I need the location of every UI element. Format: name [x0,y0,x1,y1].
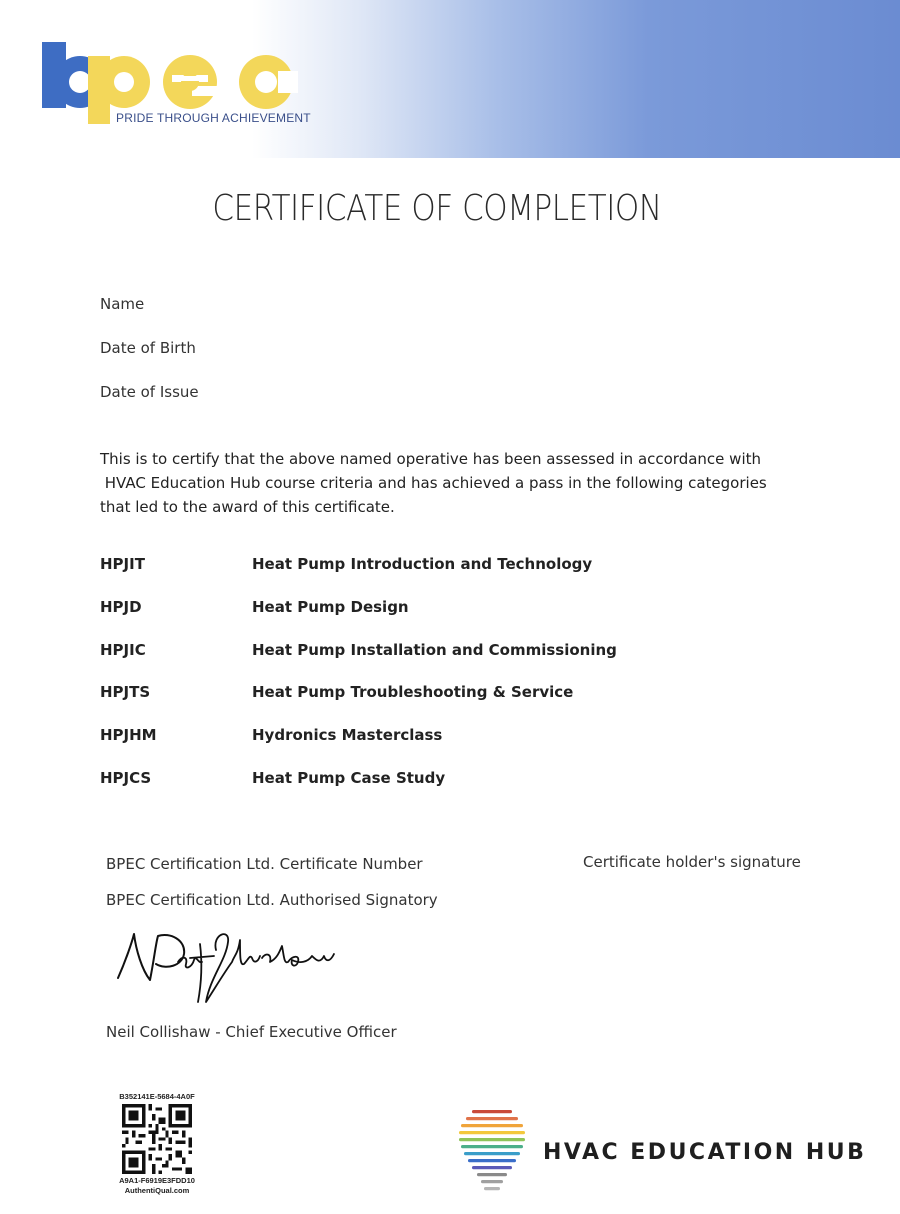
course-name: Hydronics Masterclass [252,726,443,744]
logo-tagline: PRIDE THROUGH ACHIEVEMENT [116,111,311,125]
authorised-signatory-label: BPEC Certification Ltd. Authorised Signatory [106,891,438,909]
hub-logo-stripe [461,1145,523,1148]
course-row [100,598,660,620]
course-code: HPJCS [100,769,152,787]
hub-logo-stripe [459,1131,525,1134]
certificate-number-label: BPEC Certification Ltd. Certificate Number [106,855,423,873]
dob-label: Date of Birth [100,339,196,357]
hvac-hub-name: HVAC EDUCATION HUB [543,1140,867,1165]
ceo-signature [112,920,342,1015]
course-name: Heat Pump Case Study [252,769,446,787]
course-name: Heat Pump Introduction and Technology [252,555,593,573]
course-name: Heat Pump Design [252,598,409,616]
issue-date-label: Date of Issue [100,383,199,401]
hvac-hub-logo-icon [452,1108,532,1198]
hub-logo-stripe [484,1187,500,1190]
course-code: HPJD [100,598,142,616]
certify-line-2: HVAC Education Hub course criteria and has achieved a pass in the following categories [100,474,767,492]
certify-paragraph [100,447,790,519]
hub-logo-stripe [472,1166,512,1169]
hub-logo-stripe [472,1110,512,1113]
course-row [100,641,660,663]
qr-authentication-block [112,1092,202,1196]
qr-bottom-id: A9A1-F6919E3FDD10 [119,1176,195,1185]
hub-logo-stripe [481,1180,503,1183]
hub-logo-stripe [464,1152,520,1155]
course-row [100,555,660,577]
hub-logo-stripe [477,1173,507,1176]
course-row [100,683,660,705]
qr-brand: AuthentiQual.com [124,1186,190,1195]
name-label: Name [100,295,145,313]
signatory-name: Neil Collishaw - Chief Executive Officer [106,1023,397,1041]
bpec-logo-c [239,55,298,109]
course-row [100,769,660,791]
hub-logo-stripe [459,1138,525,1141]
holder-signature-label: Certificate holder's signature [583,853,801,871]
course-name: Heat Pump Troubleshooting & Service [252,683,574,701]
qr-top-id: B352141E-5684-4A0F [119,1092,195,1101]
bpec-logo-e [163,55,222,109]
course-code: HPJIC [100,641,146,659]
certify-line-1: This is to certify that the above named operative has been assessed in accordance with [100,450,761,468]
hub-logo-stripe [468,1159,516,1162]
course-code: HPJIT [100,555,145,573]
course-name: Heat Pump Installation and Commissioning [252,641,617,659]
course-code: HPJHM [100,726,157,744]
qr-code-icon [122,1104,192,1174]
hub-logo-stripe [461,1124,523,1127]
course-code: HPJTS [100,683,151,701]
certificate-title: CERTIFICATE OF COMPLETION [212,188,662,229]
certify-line-3: that led to the award of this certificate. [100,498,395,516]
course-row [100,726,660,748]
hub-logo-stripe [466,1117,518,1120]
